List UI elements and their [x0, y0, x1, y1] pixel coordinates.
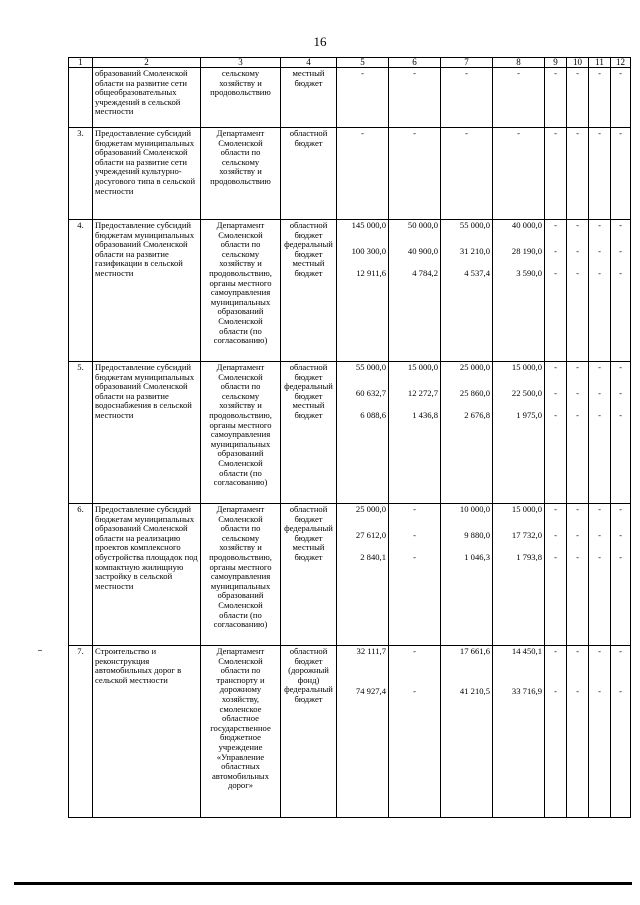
value: 3 590,0 [516, 268, 542, 278]
value: 1 046,3 [464, 552, 490, 562]
value: - [598, 246, 601, 256]
value: - [413, 128, 416, 138]
value: 12 272,7 [407, 388, 438, 398]
value: 15 000,0 [511, 504, 542, 514]
value: - [598, 410, 601, 420]
value-cell [589, 362, 611, 504]
value: - [554, 410, 557, 420]
col-header: 12 [611, 58, 631, 68]
value: 4 784,2 [412, 268, 438, 278]
value: 14 450,1 [511, 646, 542, 656]
col-header: 10 [567, 58, 589, 68]
table-row [69, 362, 631, 504]
value-cell [389, 128, 441, 220]
value: 1 975,0 [516, 410, 542, 420]
value: - [413, 68, 416, 78]
value: 55 000,0 [355, 362, 386, 372]
measure-name: образований Смоленской области на развитие сети общеобразовательных учреждений в сельской местности [93, 68, 201, 128]
value: - [619, 362, 622, 372]
value: - [619, 246, 622, 256]
value: 60 632,7 [355, 388, 386, 398]
value: 17 732,0 [511, 530, 542, 540]
value: - [619, 530, 622, 540]
funding-source: областной бюджет федеральный бюджет местный бюджет [281, 362, 337, 504]
value: - [554, 530, 557, 540]
value: - [619, 388, 622, 398]
value: 25 000,0 [459, 362, 490, 372]
executor: сельскому хозяйству и продовольствию [201, 68, 281, 128]
value: - [465, 128, 468, 138]
value: - [361, 128, 364, 138]
value: 2 840,1 [360, 552, 386, 562]
measure-name: Предоставление субсидий бюджетам муниципальных образований Смоленской области на развитие водоснабжения в сельской местности [93, 362, 201, 504]
value-cell [493, 646, 545, 818]
value-cell [567, 68, 589, 128]
value: - [576, 686, 579, 696]
value: - [598, 552, 601, 562]
value: 41 210,5 [459, 686, 490, 696]
value-cell [493, 504, 545, 646]
value: - [576, 646, 579, 656]
value: - [554, 646, 557, 656]
value-cell [337, 504, 389, 646]
value: 31 210,0 [459, 246, 490, 256]
value: - [576, 128, 579, 138]
value: 55 000,0 [459, 220, 490, 230]
value: 9 880,0 [464, 530, 490, 540]
value: 15 000,0 [407, 362, 438, 372]
value: 10 000,0 [459, 504, 490, 514]
value: - [413, 646, 416, 656]
value: - [598, 268, 601, 278]
funding-source: областной бюджет федеральный бюджет местный бюджет [281, 504, 337, 646]
executor: Департамент Смоленской области по сельскому хозяйству и продовольствию, органы местного самоуправления муниципальных образований Смоленской области (по согласованию) [201, 362, 281, 504]
value-cell [337, 128, 389, 220]
funding-source: областной бюджет [281, 128, 337, 220]
value-cell [611, 128, 631, 220]
value-cell [441, 362, 493, 504]
value: 22 500,0 [511, 388, 542, 398]
bottom-rule [14, 882, 632, 885]
executor: Департамент Смоленской области по сельскому хозяйству и продовольствию, органы местного самоуправления муниципальных образований Смоленской области (по согласованию) [201, 504, 281, 646]
value: - [554, 362, 557, 372]
scan-speck [38, 650, 42, 651]
executor: Департамент Смоленской области по сельскому хозяйству и продовольствию [201, 128, 281, 220]
value: - [598, 686, 601, 696]
value: - [576, 410, 579, 420]
value: - [619, 504, 622, 514]
value: - [598, 220, 601, 230]
value: 1 436,8 [412, 410, 438, 420]
value: - [413, 530, 416, 540]
value-cell [589, 128, 611, 220]
col-header: 11 [589, 58, 611, 68]
value-cell [589, 68, 611, 128]
value: - [619, 68, 622, 78]
value: - [554, 388, 557, 398]
value-cell [589, 504, 611, 646]
value: - [576, 552, 579, 562]
value-cell [567, 646, 589, 818]
value: - [413, 686, 416, 696]
value: - [554, 552, 557, 562]
value: - [619, 128, 622, 138]
value: 32 111,7 [356, 646, 386, 656]
value-cell [545, 68, 567, 128]
value: - [598, 530, 601, 540]
value: - [598, 504, 601, 514]
value-cell [441, 504, 493, 646]
column-number-row [69, 58, 631, 68]
row-number: 6. [69, 504, 93, 646]
value-cell [611, 68, 631, 128]
value: - [517, 68, 520, 78]
col-header: 6 [389, 58, 441, 68]
row-number: 7. [69, 646, 93, 818]
value: - [576, 68, 579, 78]
value: 27 612,0 [355, 530, 386, 540]
value-cell [545, 220, 567, 362]
value: 50 000,0 [407, 220, 438, 230]
value: 145 000,0 [351, 220, 386, 230]
table-row [69, 504, 631, 646]
table-row [69, 128, 631, 220]
value: - [619, 646, 622, 656]
row-number: 5. [69, 362, 93, 504]
value: - [576, 504, 579, 514]
value: - [554, 220, 557, 230]
value-cell [337, 646, 389, 818]
value-cell [441, 220, 493, 362]
col-header: 8 [493, 58, 545, 68]
value-cell [545, 504, 567, 646]
row-number [69, 68, 93, 128]
value-cell [389, 68, 441, 128]
value-cell [545, 128, 567, 220]
table-row [69, 68, 631, 128]
col-header: 7 [441, 58, 493, 68]
col-header: 9 [545, 58, 567, 68]
value: - [598, 68, 601, 78]
col-header: 3 [201, 58, 281, 68]
value: 1 793,8 [516, 552, 542, 562]
measure-name: Предоставление субсидий бюджетам муниципальных образований Смоленской области на реализацию проектов комплексного обустройства площадок под компактную жилищную застройку в сельской местности [93, 504, 201, 646]
value-cell [611, 504, 631, 646]
value-cell [389, 646, 441, 818]
value-cell [545, 362, 567, 504]
value-cell [493, 68, 545, 128]
funding-source: местный бюджет [281, 68, 337, 128]
value: 40 900,0 [407, 246, 438, 256]
page-number: 16 [313, 34, 327, 49]
value: 15 000,0 [511, 362, 542, 372]
value: 2 676,8 [464, 410, 490, 420]
value-cell [441, 68, 493, 128]
table-row [69, 646, 631, 818]
col-header: 4 [281, 58, 337, 68]
table-row [69, 220, 631, 362]
value-cell [337, 362, 389, 504]
value-cell [567, 504, 589, 646]
value: - [517, 128, 520, 138]
value: 6 088,6 [360, 410, 386, 420]
value-cell [389, 220, 441, 362]
funding-source: областной бюджет федеральный бюджет местный бюджет [281, 220, 337, 362]
value-cell [493, 128, 545, 220]
value: - [554, 268, 557, 278]
value: - [619, 552, 622, 562]
value: - [619, 220, 622, 230]
measure-name: Предоставление субсидий бюджетам муниципальных образований Смоленской области на развитие газификации в сельской местности [93, 220, 201, 362]
value-cell [389, 362, 441, 504]
value: - [576, 246, 579, 256]
value: - [554, 504, 557, 514]
value: - [619, 268, 622, 278]
row-number: 3. [69, 128, 93, 220]
value-cell [611, 646, 631, 818]
value-cell [589, 220, 611, 362]
value-cell [493, 220, 545, 362]
value: 25 860,0 [459, 388, 490, 398]
value-cell [567, 128, 589, 220]
value: - [576, 388, 579, 398]
value-cell [589, 646, 611, 818]
value: 33 716,9 [511, 686, 542, 696]
value-cell [493, 362, 545, 504]
value: - [576, 530, 579, 540]
value: 25 000,0 [355, 504, 386, 514]
value: 12 911,6 [356, 268, 386, 278]
value: - [598, 646, 601, 656]
value: - [619, 410, 622, 420]
executor: Департамент Смоленской области по сельскому хозяйству и продовольствию, органы местного самоуправления муниципальных образований Смоленской области (по согласованию) [201, 220, 281, 362]
funding-source: областной бюджет (дорожный фонд) федеральный бюджет [281, 646, 337, 818]
row-number: 4. [69, 220, 93, 362]
value: - [598, 388, 601, 398]
value: - [554, 68, 557, 78]
value-cell [337, 68, 389, 128]
value: - [413, 552, 416, 562]
value-cell [441, 128, 493, 220]
measure-name: Строительство и реконструкция автомобильных дорог в сельской местности [93, 646, 201, 818]
value: - [554, 128, 557, 138]
value: - [576, 362, 579, 372]
col-header: 1 [69, 58, 93, 68]
executor: Департамент Смоленской области по транспорту и дорожному хозяйству, смоленское областное государственное бюджетное учреждение «Управление областных автомобильных дорог» [201, 646, 281, 818]
value: 4 537,4 [464, 268, 490, 278]
value-cell [611, 220, 631, 362]
value: - [554, 686, 557, 696]
measure-name: Предоставление субсидий бюджетам муниципальных образований Смоленской области на развитие сети учреждений культурно-досугового типа в сельской местности [93, 128, 201, 220]
value: - [619, 686, 622, 696]
value-cell [441, 646, 493, 818]
value: - [598, 362, 601, 372]
value: - [554, 246, 557, 256]
value-cell [567, 362, 589, 504]
value: 74 927,4 [355, 686, 386, 696]
value: - [413, 504, 416, 514]
value: - [576, 268, 579, 278]
program-table [68, 57, 631, 818]
col-header: 2 [93, 58, 201, 68]
value-cell [337, 220, 389, 362]
value: 17 661,6 [459, 646, 490, 656]
value: - [465, 68, 468, 78]
value-cell [567, 220, 589, 362]
col-header: 5 [337, 58, 389, 68]
value: 28 190,0 [511, 246, 542, 256]
value: 100 300,0 [351, 246, 386, 256]
value: - [576, 220, 579, 230]
value: - [361, 68, 364, 78]
value-cell [611, 362, 631, 504]
value: 40 000,0 [511, 220, 542, 230]
value-cell [545, 646, 567, 818]
value: - [598, 128, 601, 138]
value-cell [389, 504, 441, 646]
